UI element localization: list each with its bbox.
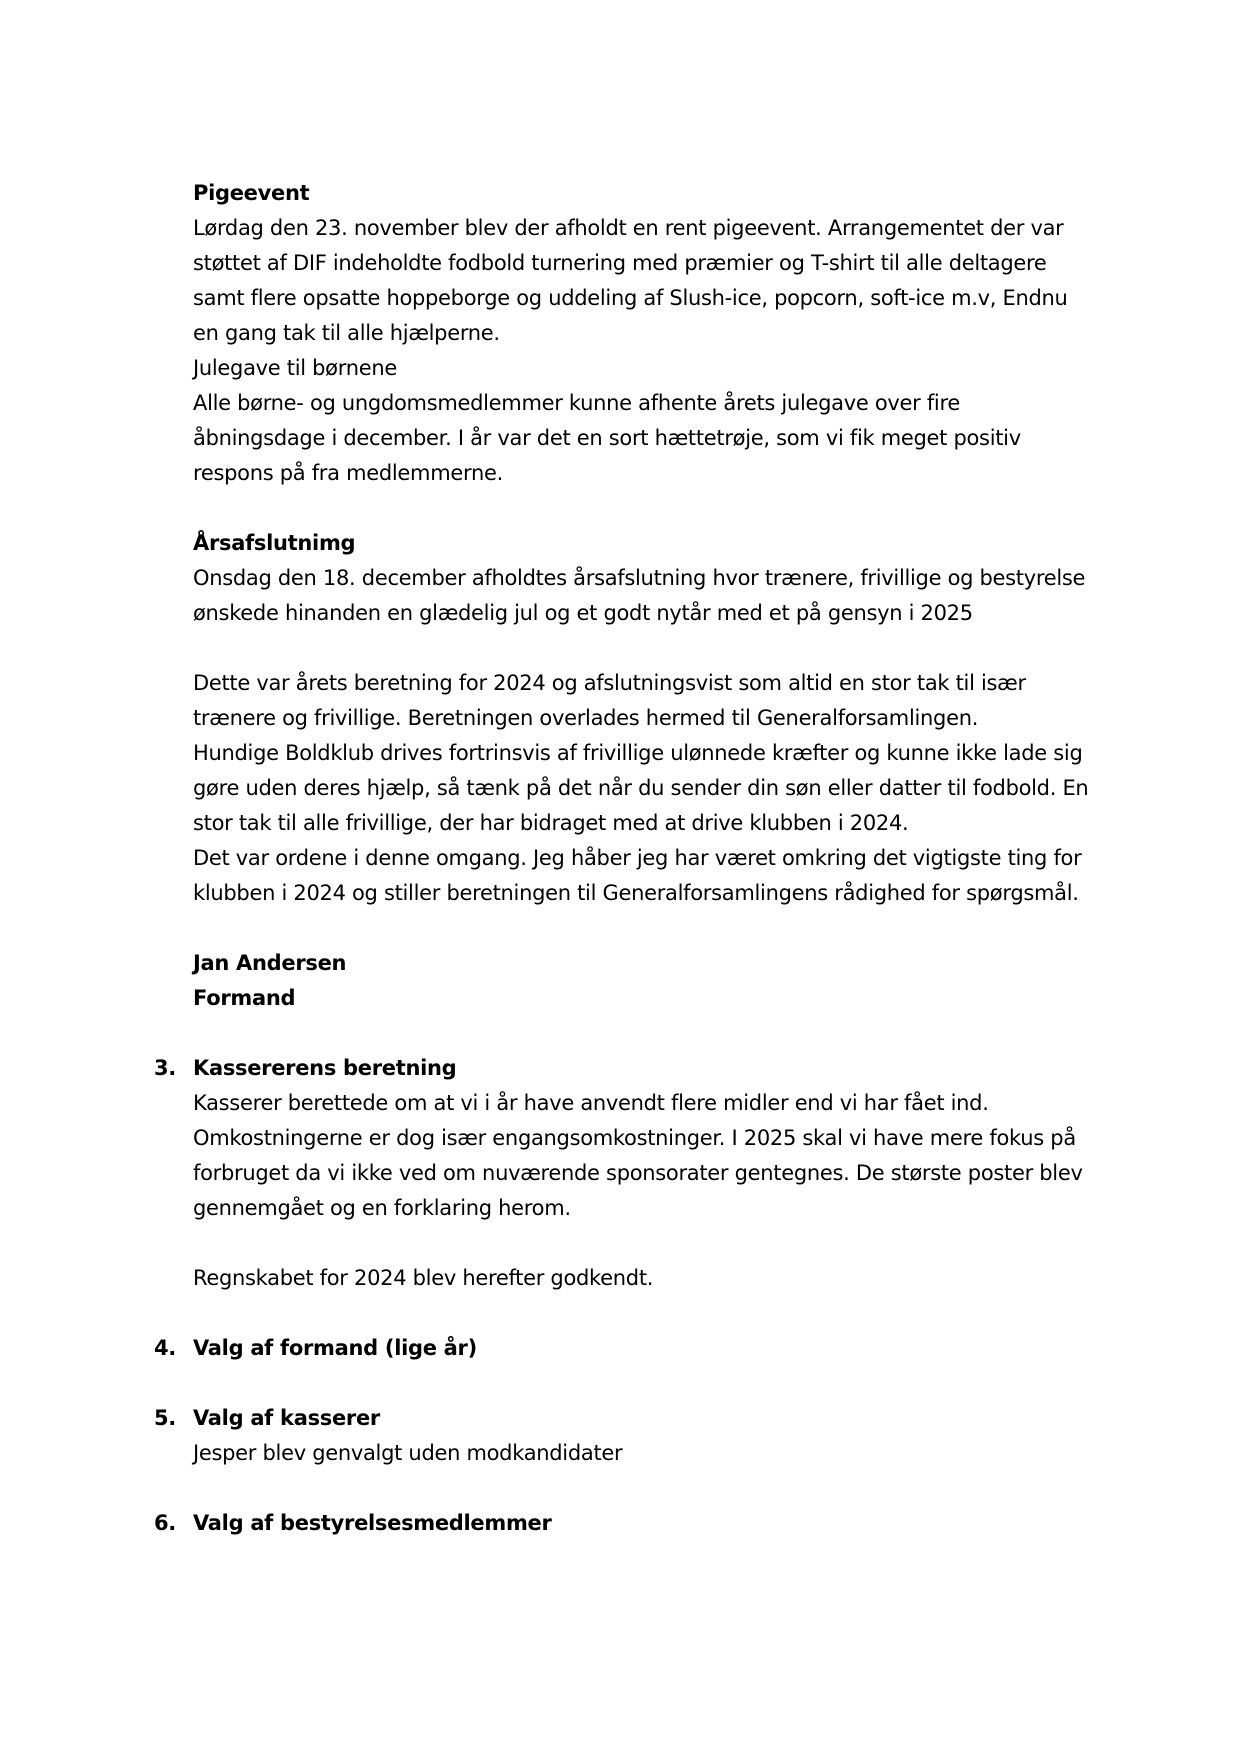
paragraph-line: Alle børne- og ungdomsmedlemmer kunne afhente årets julegave over fire: [193, 391, 960, 415]
paragraph-line: Jesper blev genvalgt uden modkandidater: [193, 1441, 623, 1465]
paragraph-line: klubben i 2024 og stiller beretningen til Generalforsamlingens rådighed for spørgsmål.: [193, 881, 1079, 905]
paragraph-line: samt flere opsatte hoppeborge og uddeling af Slush-ice, popcorn, soft-ice m.v, Endnu: [193, 286, 1068, 310]
list-item-number: 6.: [154, 1511, 176, 1535]
list-item-heading: Kassererens beretning: [193, 1056, 457, 1080]
paragraph-line: en gang tak til alle hjælperne.: [193, 321, 500, 345]
section-heading-aarsafslutning: Årsafslutnimg: [193, 531, 356, 555]
section-heading-julegave: Julegave til børnene: [193, 356, 397, 380]
paragraph-line: respons på fra medlemmerne.: [193, 461, 503, 485]
paragraph-line: forbruget da vi ikke ved om nuværende sponsorater gentegnes. De største poster blev: [193, 1161, 1083, 1185]
section-heading-pigeevent: Pigeevent: [193, 181, 310, 205]
paragraph-line: Det var ordene i denne omgang. Jeg håber jeg har været omkring det vigtigste ting for: [193, 846, 1082, 870]
paragraph-line: åbningsdage i december. I år var det en sort hættetrøje, som vi fik meget positiv: [193, 426, 1021, 450]
paragraph-line: Kasserer berettede om at vi i år have anvendt flere midler end vi har fået ind.: [193, 1091, 989, 1115]
list-item-number: 5.: [154, 1406, 176, 1430]
paragraph-line: Regnskabet for 2024 blev herefter godkendt.: [193, 1266, 654, 1290]
signature-name: Jan Andersen: [193, 951, 347, 975]
paragraph-line: Onsdag den 18. december afholdtes årsafslutning hvor trænere, frivillige og bestyrelse: [193, 566, 1086, 590]
list-item-heading: Valg af bestyrelsesmedlemmer: [193, 1511, 552, 1535]
paragraph-line: gøre uden deres hjælp, så tænk på det når du sender din søn eller datter til fodbold. En: [193, 776, 1089, 800]
paragraph-line: trænere og frivillige. Beretningen overlades hermed til Generalforsamlingen.: [193, 706, 979, 730]
paragraph-line: stor tak til alle frivillige, der har bidraget med at drive klubben i 2024.: [193, 811, 909, 835]
paragraph-line: støttet af DIF indeholdte fodbold turnering med præmier og T-shirt til alle deltagere: [193, 251, 1047, 275]
list-item-number: 4.: [154, 1336, 176, 1360]
paragraph-line: ønskede hinanden en glædelig jul og et godt nytår med et på gensyn i 2025: [193, 601, 973, 625]
paragraph-line: Omkostningerne er dog især engangsomkostninger. I 2025 skal vi have mere fokus på: [193, 1126, 1076, 1150]
paragraph-line: Dette var årets beretning for 2024 og afslutningsvist som altid en stor tak til især: [193, 671, 1026, 695]
paragraph-line: gennemgået og en forklaring herom.: [193, 1196, 571, 1220]
list-item-heading: Valg af formand (lige år): [193, 1336, 477, 1360]
list-item-heading: Valg af kasserer: [193, 1406, 380, 1430]
paragraph-line: Hundige Boldklub drives fortrinsvis af frivillige ulønnede kræfter og kunne ikke lade sig: [193, 741, 1083, 765]
list-item-number: 3.: [154, 1056, 176, 1080]
paragraph-line: Lørdag den 23. november blev der afholdt en rent pigeevent. Arrangementet der var: [193, 216, 1064, 240]
signature-title: Formand: [193, 986, 296, 1010]
